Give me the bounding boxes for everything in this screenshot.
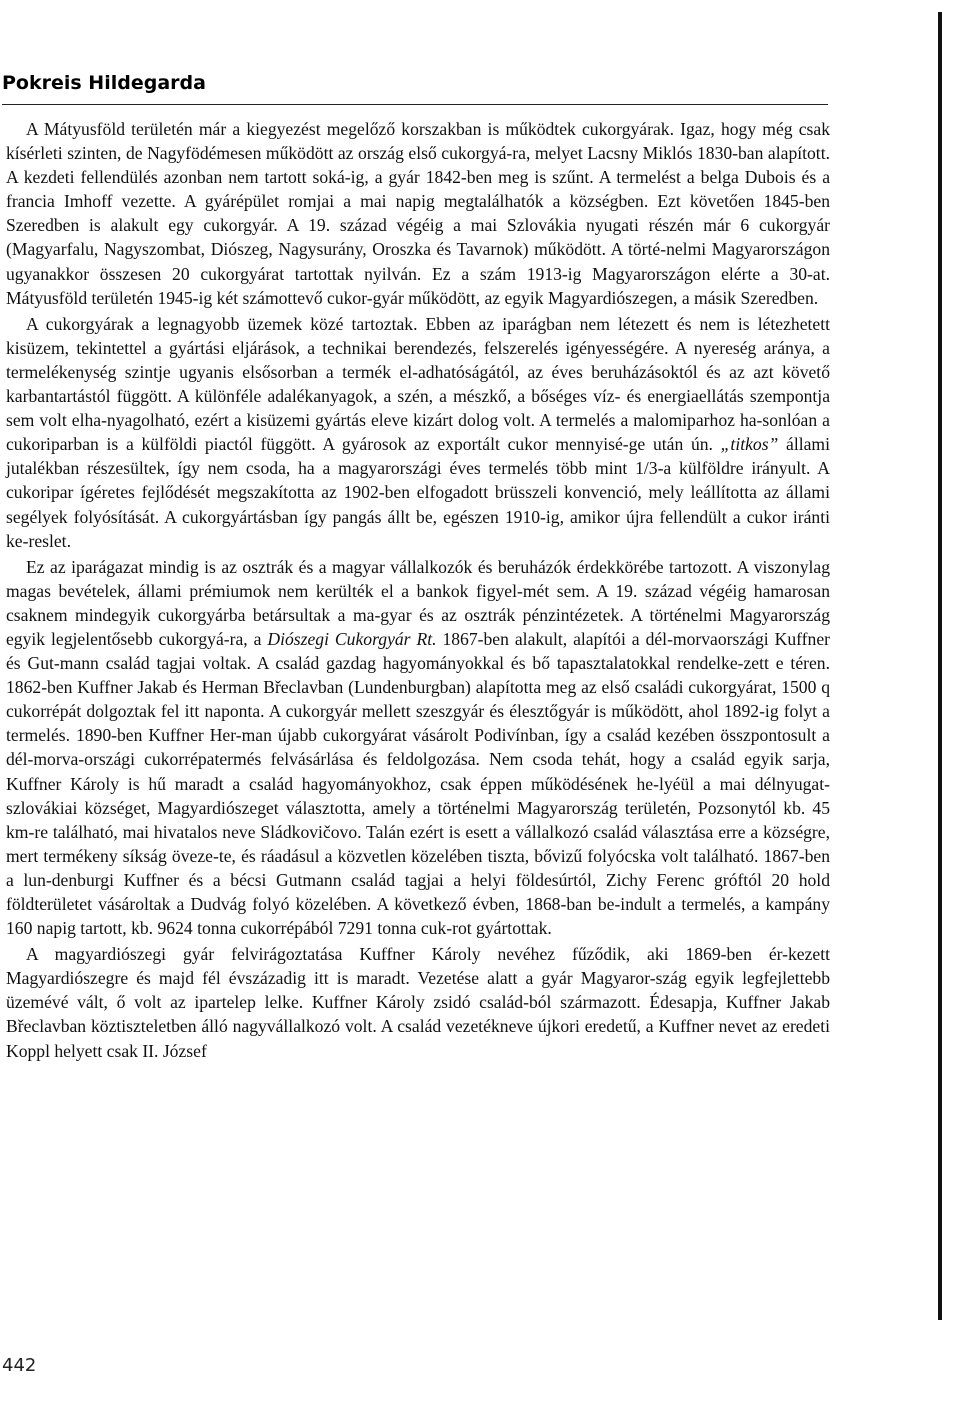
page-edge-rule	[938, 12, 942, 1320]
paragraph	[6, 117, 830, 310]
paragraph	[6, 942, 830, 1062]
italic-term: „titkos”	[720, 434, 779, 455]
italic-company-name: Diószegi Cukorgyár Rt.	[267, 628, 437, 649]
paragraph	[6, 312, 830, 553]
paragraph-text: A magyardiószegi gyár felvirágoztatása Kuffner Károly nevéhez fűződik, aki 1869-ben ér-kezett Magyardiószegre és majd fél évszázadig itt is maradt. Vezetése alatt a gyár Magyaror-szág egyik legfejlettebb üzemévé vált, ő volt az ipartelep lelke. Kuffner Károly zsidó család-ból származott. Édesapja, Kuffner Jakab Břeclavban köztiszteletben álló nagyvállalkozó volt. A család vezetékneve újkori eredetű, a Kuffner nevet az eredeti Koppl helyett csak II. József	[6, 944, 830, 1061]
paragraph	[6, 555, 830, 941]
page-title: Pokreis Hildegarda	[2, 72, 206, 94]
paragraph-text: A Mátyusföld területén már a kiegyezést megelőző korszakban is működtek cukorgyárak. Igaz, hogy még csak kísérleti szinten, de Nagyfödémesen működött az ország első cukorgyá-ra, melyet Lacsny Miklós 1830-ban alapított. A kezdeti fellendülés azonban nem tartott soká-ig, a gyár 1842-ben meg is szűnt. A termelést a belga Dubois és a francia Imhoff vezette. A gyárépület romjai a mai napig megtalálhatók a községben. Ezt követően 1845-ben Szeredben is alakult egy cukorgyár. A 19. század végéig a mai Szlovákia nyugati részén már 6 cukorgyár (Magyarfalu, Nagyszombat, Diószeg, Nagysurány, Oroszka és Tavarnok) működött. A törté-nelmi Magyarországon ugyanakkor összesen 20 cukorgyárat tartottak nyilván. Ez a szám 1913-ig Magyarországon elérte a 30-at. Mátyusföld területén 1945-ig két számottevő cukor-gyár működött, az egyik Magyardiószegen, a másik Szeredben.	[6, 119, 830, 308]
paragraph-text: Ez az iparágazat mindig is az osztrák és a magyar vállalkozók és beruházók érdekkörébe tartozott. A viszonylag magas bevételek, állami prémiumok nem kerülték el a bankok figyel-mét sem. A 19. század végéig hamarosan csaknem mindegyik cukorgyárba betársultak a ma-gyar és az osztrák pénzintézetek. A történelmi Magyarország egyik legjelentősebb cukorgyá-ra, a	[6, 556, 830, 649]
paragraph-text: 1867-ben alakult, alapítói a dél-morvaországi Kuffner és Gut-mann család tagjai voltak. A család gazdag hagyományokkal és bő tapasztalatokkal rendelke-zett e téren. 1862-ben Kuffner Jakab és Herman Břeclavban (Lundenburgban) alapította meg az első családi cukorgyárat, 1500 q cukorrépát dolgoztak fel itt naponta. A cukorgyár mellett szeszgyár és élesztőgyár is működött, ahol 1892-ig folyt a termelés. 1890-ben Kuffner Her-man újabb cukorgyárat vásárolt Podivínban, így a család kezében összpontosult a dél-morva-országi cukorrépatermés felvásárlása és feldolgozása. Nem csoda tehát, hogy a család egyik sarja, Kuffner Károly is hű maradt a család hagyományokhoz, csak éppen működésének he-lyéül a mai délnyugat-szlovákiai községet, Magyardiószeget választotta, amely a történelmi Magyarország területén, Pozsonytól kb. 45 km-re található, mai hivatalos neve Sládkovičovo. Talán ezért is esett a vállalkozó család választása erre a községre, mert termékeny síkság öveze-te, és ráadásul a közvetlen közelében tiszta, bővizű folyócska volt található. 1867-ben a lun-denburgi Kuffner és a bécsi Gutmann család tagjai a helyi földesúrtól, Zichy Ferenc gróftól 20 hold földterületet vásároltak a Dudvág folyó közelében. A következő évben, 1868-ban be-indult a termelés, a kampány 160 napig tartott, kb. 9624 tonna cukorrépából 7291 tonna cuk-rot gyártottak.	[6, 628, 830, 939]
page-number: 442	[2, 1355, 37, 1376]
article-body	[6, 117, 830, 1063]
paragraph-text: A cukorgyárak a legnagyobb üzemek közé tartoztak. Ebben az iparágban nem létezett és nem is létezhetett kisüzem, tekintettel a gyártási eljárások, a technikai berendezés, felszerelés igényességére. A nyereség aránya, a termelékenység szintje ugyanis elsősorban a termék el-adhatóságától, az éves beruházásoktól és az azt követő karbantartástól függött. A különféle adalékanyagok, a szén, a mészkő, a bőséges víz- és energiaellátás szempontja sem volt elha-nyagolható, ezért a kisüzemi gyártás eleve kizárt dolog volt. A termelés a malomiparhoz ha-sonlóan a cukoriparban is a külföldi piactól függött. A gyárosok az exportált cukor mennyisé-ge után ún.	[6, 313, 830, 455]
paragraph-text: állami jutalékban részesültek, így nem csoda, ha a magyarországi éves termelés több mint 1/3-a külföldre irányult. A cukoripar ígéretes fejlődését megszakította az 1902-ben elfogadott brüsszeli konvenció, mely leállította az állami segélyek folyósítását. A cukorgyártásban így pangás állt be, egészen 1910-ig, amikor újra fellendült a cukor iránti ke-reslet.	[6, 434, 830, 551]
title-divider	[2, 104, 828, 105]
